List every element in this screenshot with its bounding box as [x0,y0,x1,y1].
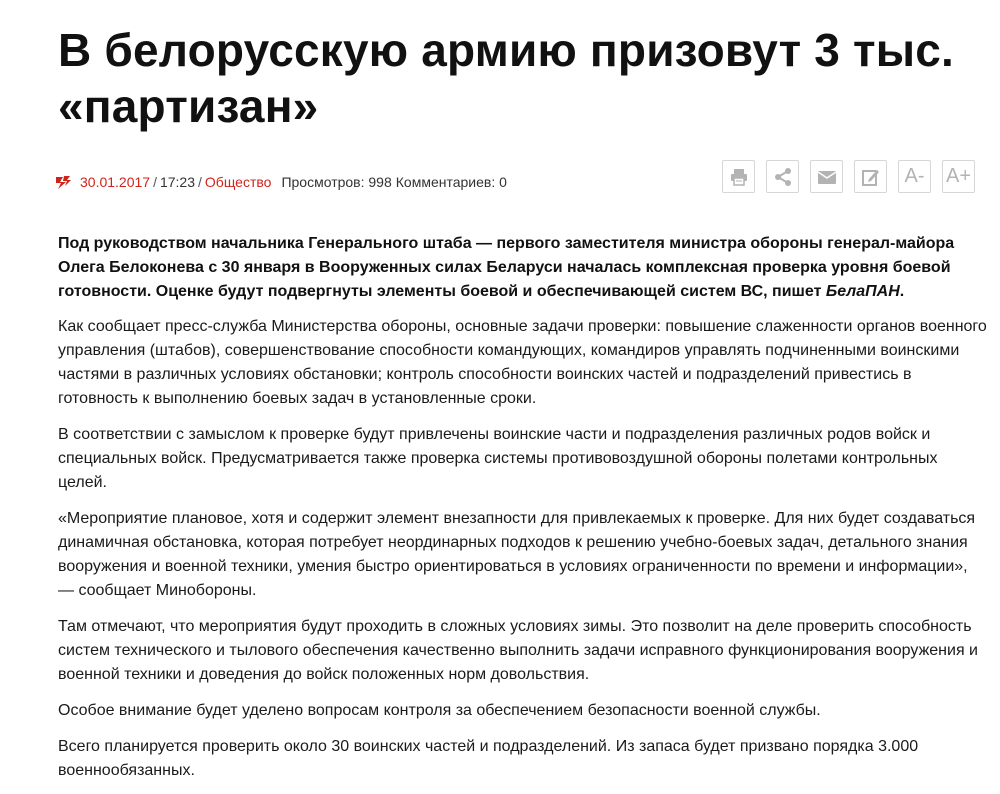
font-decrease-label: A- [904,165,925,187]
edit-icon [861,167,881,187]
article-toolbar [722,160,975,193]
lead-end: . [899,283,905,300]
site-logo-icon [54,174,72,190]
print-icon [729,167,749,187]
article-date: 30.01.2017 [80,174,151,190]
font-decrease-button[interactable] [898,160,931,193]
meta-separator: / [198,174,202,190]
article-paragraph: Там отмечают, что мероприятия будут проходить в сложных условиях зимы. Это позволит на деле проверить способность систем технического и тылового обеспечения качественно выполнить задачи исправного функционирования вооружения и военной техники и доведения до войск положенных норм довольствия. [58,618,978,683]
mail-icon [817,167,837,187]
email-button[interactable] [810,160,843,193]
views-count: Просмотров: 998 [281,174,392,190]
article-meta-row [58,164,988,204]
share-icon [773,167,793,187]
source-name: БелаПАН [825,283,900,300]
font-increase-button[interactable] [942,160,975,193]
category-link[interactable]: Общество [204,174,272,190]
share-button[interactable] [766,160,799,193]
article-time: 17:23 [159,174,196,190]
article-paragraph: Всего планируется проверить около 30 воинских частей и подразделений. Из запаса будет призвано порядка 3.000 военнообязанных. [58,738,919,779]
lead-text: Под руководством начальника Генерального штаба — первого заместителя министра обороны генерал-майора Олега Белоконева с 30 января в Вооруженных силах Беларуси началась комплексная проверка уровня боевой готовности. Оценке будут подвергнуты элементы боевой и обеспечивающей систем ВС, пишет [58,235,955,300]
article-title: В белорусскую армию призовут 3 тыс. «партизан» [58,24,955,132]
article-lead [58,232,988,304]
font-increase-label: A+ [945,165,972,187]
edit-button[interactable] [854,160,887,193]
article-paragraph: В соответствии с замыслом к проверке будут привлечены воинские части и подразделения различных родов войск и специальных войск. Предусматривается также проверка системы противовоздушной обороны полетами контрольных целей. [58,426,938,491]
meta-separator: / [153,174,157,190]
article-meta [54,173,507,191]
print-button[interactable] [722,160,755,193]
article [58,0,988,783]
article-paragraph: Особое внимание будет уделено вопросам контроля за обеспечением безопасности военной службы. [58,702,821,719]
article-paragraph: Как сообщает пресс-служба Министерства обороны, основные задачи проверки: повышение слаженности органов военного управления (штабов), совершенствование способности командующих, командиров управлять подчиненными воинскими частями в различных условиях обстановки; контроль способности воинских частей и подразделений привестись в готовность к выполнению боевых задач в установленные сроки. [58,318,987,407]
article-paragraph: «Мероприятие плановое, хотя и содержит элемент внезапности для привлекаемых к проверке. Для них будет создаваться динамичная обстановка, которая потребует неординарных подходов к решению учебно-боевых задач, детального знания вооружения и военной техники, умения быстро ориентироваться в условиях ограниченности по времени и информации», — сообщает Минобороны. [58,510,976,599]
comments-count: Комментариев: 0 [395,174,507,190]
